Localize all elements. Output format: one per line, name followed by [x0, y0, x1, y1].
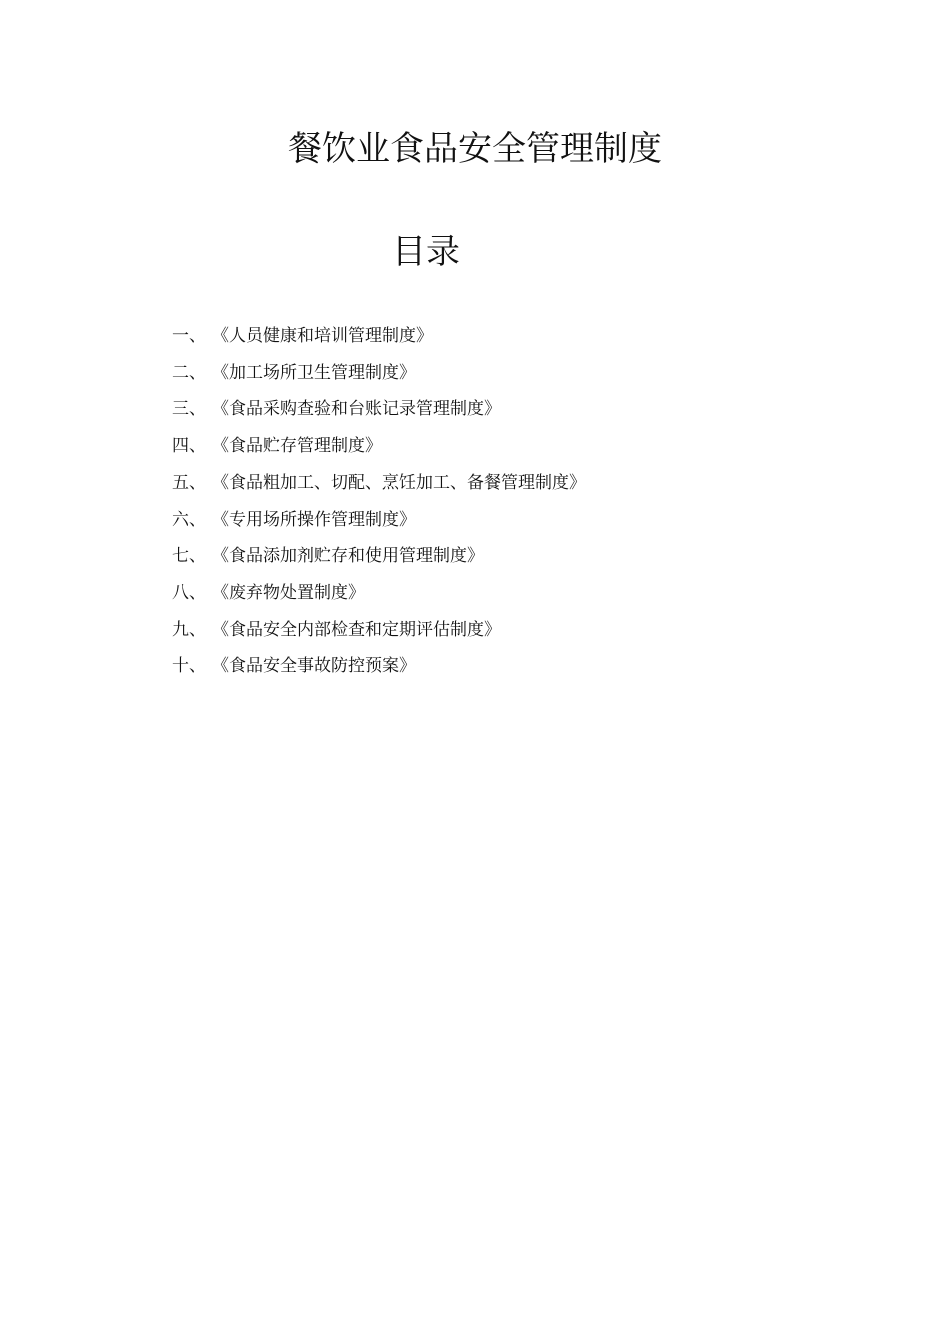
toc-item	[172, 612, 586, 649]
toc-item-number: 九、	[172, 619, 206, 640]
toc-item-label: 《食品采购查验和台账记录管理制度》	[212, 399, 501, 420]
toc-item	[172, 538, 586, 575]
toc-item-label: 《人员健康和培训管理制度》	[212, 326, 433, 346]
toc-item	[172, 575, 586, 612]
toc-item-label: 《食品添加剂贮存和使用管理制度》	[212, 546, 484, 567]
toc-item-number: 四、	[172, 436, 206, 457]
toc-item-number: 三、	[172, 399, 206, 420]
toc-item-label: 《食品贮存管理制度》	[212, 436, 382, 457]
toc-item	[172, 355, 586, 392]
toc-item	[172, 502, 586, 539]
toc-item-number: 六、	[172, 509, 206, 530]
table-of-contents	[172, 318, 586, 685]
toc-item-label: 《废弃物处置制度》	[212, 582, 365, 603]
toc-item-number: 八、	[172, 582, 206, 603]
toc-item-number: 一、	[172, 326, 206, 346]
toc-item	[172, 391, 586, 428]
toc-item-number: 二、	[172, 362, 206, 383]
toc-item-number: 七、	[172, 546, 206, 567]
toc-item-label: 《食品安全事故防控预案》	[212, 656, 416, 677]
toc-item-number: 五、	[172, 472, 206, 493]
toc-item	[172, 465, 586, 502]
toc-item-label: 《食品安全内部检查和定期评估制度》	[212, 619, 501, 640]
toc-item	[172, 318, 586, 355]
document-title: 餐饮业食品安全管理制度	[288, 128, 662, 169]
toc-heading: 目录	[392, 232, 460, 273]
toc-item-number: 十、	[172, 656, 206, 677]
toc-item-label: 《加工场所卫生管理制度》	[212, 362, 416, 383]
toc-item	[172, 428, 586, 465]
toc-item-label: 《食品粗加工、切配、烹饪加工、备餐管理制度》	[212, 472, 586, 493]
toc-item-label: 《专用场所操作管理制度》	[212, 509, 416, 530]
toc-item	[172, 648, 586, 685]
